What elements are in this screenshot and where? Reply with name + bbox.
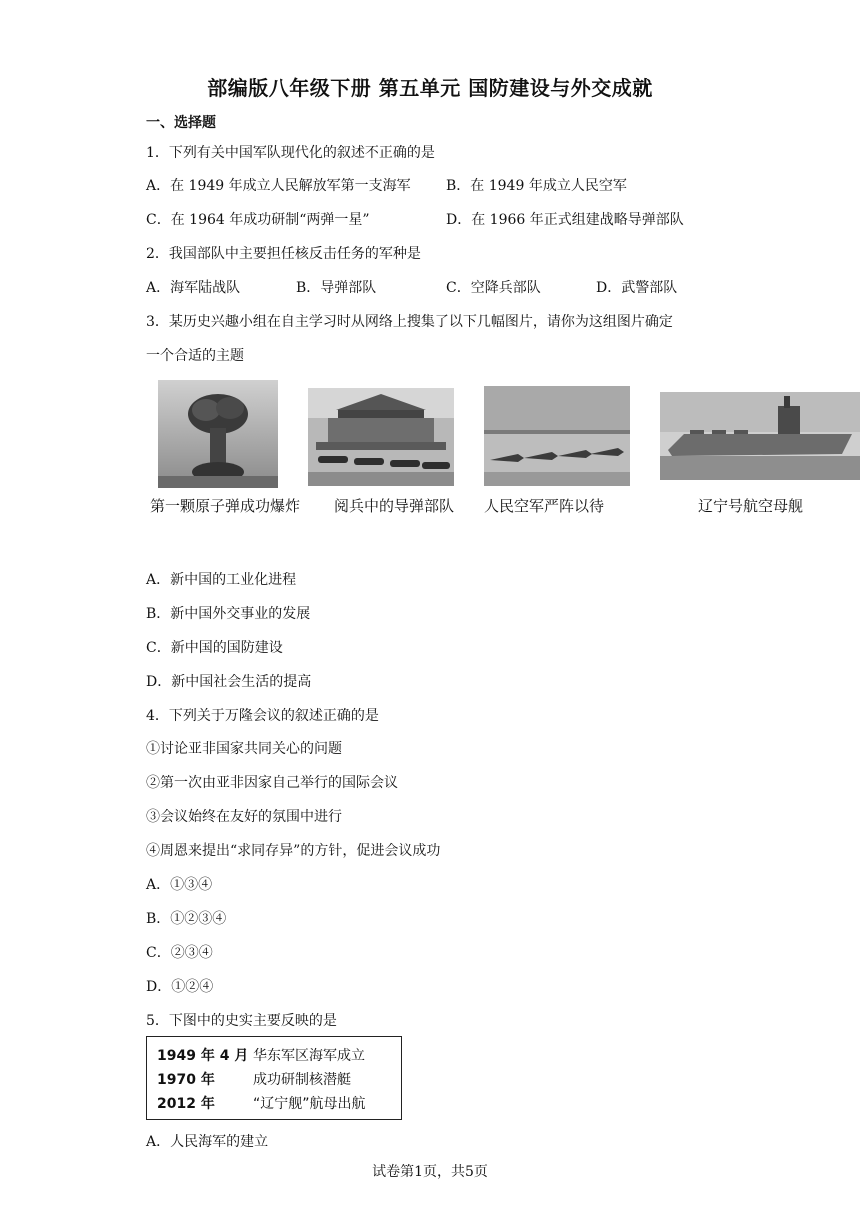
caption-atomic-bomb: 第一颗原子弹成功爆炸 xyxy=(150,497,301,515)
q4-option-a: A．①③④ xyxy=(146,877,213,893)
section-heading: 一、选择题 xyxy=(146,115,216,131)
timeline-row xyxy=(157,1069,351,1089)
q4-option-b: B．①②③④ xyxy=(146,911,227,927)
page-footer: 试卷第1页，共5页 xyxy=(372,1164,488,1180)
timeline-year: 1970 年 xyxy=(157,1072,215,1088)
q4-statement-1: ①讨论亚非国家共同关心的问题 xyxy=(146,741,342,757)
q1-option-d: D．在 1966 年正式组建战略导弹部队 xyxy=(446,212,684,228)
caption-carrier: 辽宁号航空母舰 xyxy=(698,497,804,515)
q4-option-c: C．②③④ xyxy=(146,945,213,961)
carrier-photo xyxy=(660,392,860,480)
atomic-bomb-photo xyxy=(158,380,278,488)
timeline-row xyxy=(157,1045,365,1065)
q4-statement-3: ③会议始终在友好的氛围中进行 xyxy=(146,809,342,825)
timeline-event: “辽宁舰”航母出航 xyxy=(253,1096,366,1112)
question-2-stem: 2．我国部队中主要担任核反击任务的军种是 xyxy=(146,246,421,262)
q2-option-c: C．空降兵部队 xyxy=(446,280,541,296)
timeline-box xyxy=(146,1036,402,1120)
air-force-photo xyxy=(484,386,630,486)
q3-option-c: C．新中国的国防建设 xyxy=(146,640,283,656)
caption-air-force: 人民空军严阵以待 xyxy=(484,497,605,515)
q1-option-a: A．在 1949 年成立人民解放军第一支海军 xyxy=(146,178,411,194)
question-5-stem: 5．下图中的史实主要反映的是 xyxy=(146,1013,337,1029)
q4-option-d: D．①②④ xyxy=(146,979,214,995)
missile-parade-photo xyxy=(308,388,454,486)
question-1-stem: 1．下列有关中国军队现代化的叙述不正确的是 xyxy=(146,145,435,161)
q2-option-d: D．武警部队 xyxy=(596,280,678,296)
question-3-stem-line2: 一个合适的主题 xyxy=(146,348,244,364)
question-4-stem: 4．下列关于万隆会议的叙述正确的是 xyxy=(146,708,379,724)
q5-option-a: A．人民海军的建立 xyxy=(146,1134,269,1150)
q3-option-a: A．新中国的工业化进程 xyxy=(146,572,297,588)
timeline-year: 1949 年 4 月 xyxy=(157,1048,249,1064)
timeline-row xyxy=(157,1093,366,1113)
q3-option-b: B．新中国外交事业的发展 xyxy=(146,606,311,622)
timeline-year: 2012 年 xyxy=(157,1096,215,1112)
q1-option-b: B．在 1949 年成立人民空军 xyxy=(446,178,627,194)
caption-missile-parade: 阅兵中的导弹部队 xyxy=(334,497,455,515)
page-title: 部编版八年级下册 第五单元 国防建设与外交成就 xyxy=(207,76,653,100)
q4-statement-2: ②第一次由亚非因家自己举行的国际会议 xyxy=(146,775,398,791)
q2-option-a: A．海军陆战队 xyxy=(146,280,241,296)
q3-option-d: D．新中国社会生活的提高 xyxy=(146,674,312,690)
q4-statement-4: ④周恩来提出“求同存异”的方针，促进会议成功 xyxy=(146,843,441,859)
q2-option-b: B．导弹部队 xyxy=(296,280,377,296)
question-3-stem-line1: 3．某历史兴趣小组在自主学习时从网络上搜集了以下几幅图片，请你为这组图片确定 xyxy=(146,314,673,330)
timeline-event: 成功研制核潜艇 xyxy=(253,1072,351,1088)
timeline-event: 华东军区海军成立 xyxy=(253,1048,365,1064)
q1-option-c: C．在 1964 年成功研制“两弹一星” xyxy=(146,212,370,228)
